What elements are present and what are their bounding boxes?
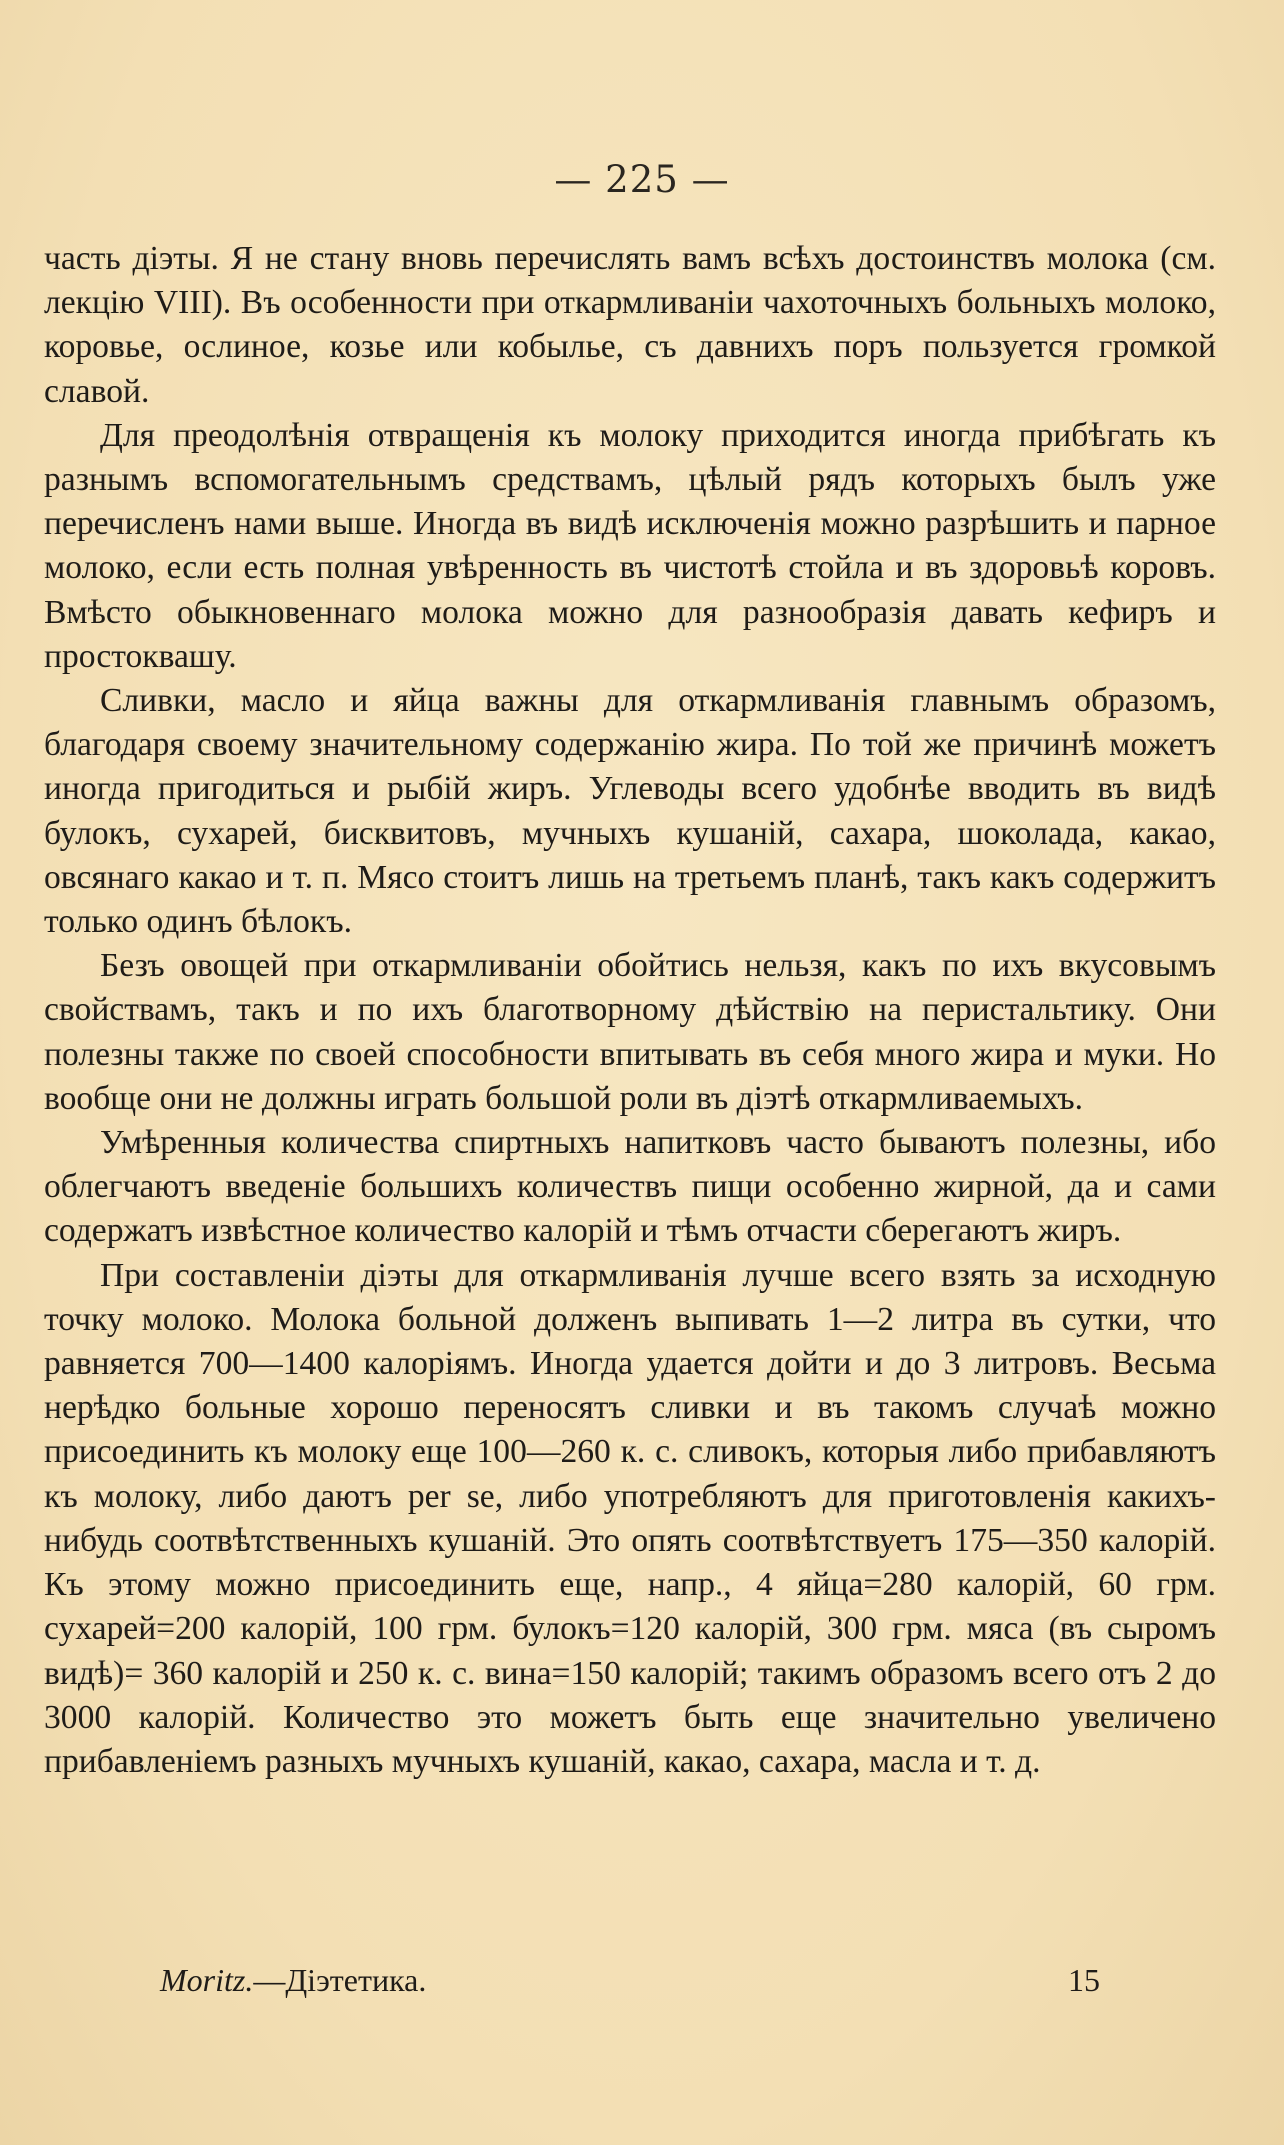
footer-author: Moritz.: [160, 1962, 254, 1998]
footer-title: —Діэтетика.: [253, 1962, 427, 1998]
paragraph-5: Умѣренныя количества спиртныхъ напитковъ часто бываютъ полезны, ибо облегчаютъ введеніе большихъ количествъ пищи особенно жирной, да и сами содержатъ извѣстное количество калорій и тѣмъ отчасти сберегаютъ жиръ.: [44, 1124, 1216, 1250]
body-text: [44, 237, 1216, 1784]
paragraph-1: часть діэты. Я не стану вновь перечислять вамъ всѣхъ достоинствъ молока (см. лекцію VIII). Въ особенности при откармливаніи чахоточныхъ больныхъ молоко, коровье, ослиное, козье или кобылье, съ давнихъ поръ пользуется громкой славой.: [44, 240, 1216, 410]
paragraph-2: Для преодолѣнія отвращенія къ молоку приходится иногда прибѣгать къ разнымъ вспомогательнымъ средствамъ, цѣлый рядъ которыхъ былъ уже перечисленъ нами выше. Иногда въ видѣ исключенія можно разрѣшить и парное молоко, если есть полная увѣренность въ чистотѣ стойла и въ здоровьѣ коровъ. Вмѣсто обыкновеннаго молока можно для разнообразія давать кефиръ и простоквашу.: [44, 416, 1216, 675]
paragraph-3: Сливки, масло и яйца важны для откармливанія главнымъ образомъ, благодаря своему значительному содержанію жира. По той же причинѣ можетъ иногда пригодиться и рыбій жиръ. Углеводы всего удобнѣе вводить въ видѣ булокъ, сухарей, бисквитовъ, мучныхъ кушаній, сахара, шоколада, какао, овсянаго какао и т. п. Мясо стоитъ лишь на третьемъ планѣ, такъ какъ содержитъ только одинъ бѣлокъ.: [44, 682, 1216, 941]
paragraph-4: Безъ овощей при откармливаніи обойтись нельзя, какъ по ихъ вкусовымъ свойствамъ, такъ и по ихъ благотворному дѣйствію на перистальтику. Они полезны также по своей способности впитывать въ себя много жира и муки. Но вообще они не должны играть большой роли въ діэтѣ откармливаемыхъ.: [44, 947, 1216, 1117]
signature-mark: 15: [1068, 1962, 1100, 1998]
paragraph-6: При составленіи діэты для откармливанія лучше всего взять за исходную точку молоко. Молока больной долженъ выпивать 1—2 литра въ сутки, что равняется 700—1400 калоріямъ. Иногда удается дойти и до 3 литровъ. Весьма нерѣдко больные хорошо переносятъ сливки и въ такомъ случаѣ можно присоединить къ молоку еще 100—260 к. с. сливокъ, которыя либо прибавляютъ къ молоку, либо даютъ per se, либо употребляютъ для приготовленія какихъ-нибудь соотвѣтственныхъ кушаній. Это опять соотвѣтствуетъ 175—350 калорій. Къ этому можно присоединить еще, напр., 4 яйца=280 калорій, 60 грм. сухарей=200 калорій, 100 грм. булокъ=120 калорій, 300 грм. мяса (въ сыромъ видѣ)= 360 калорій и 250 к. с. вина=150 калорій; такимъ образомъ всего отъ 2 до 3000 калорій. Количество это можетъ быть еще значительно увеличено прибавленіемъ разныхъ мучныхъ кушаній, какао, сахара, масла и т. д.: [44, 1256, 1216, 1780]
page-footer: [160, 1962, 1100, 1999]
page-number-header: — 225 —: [554, 158, 730, 201]
